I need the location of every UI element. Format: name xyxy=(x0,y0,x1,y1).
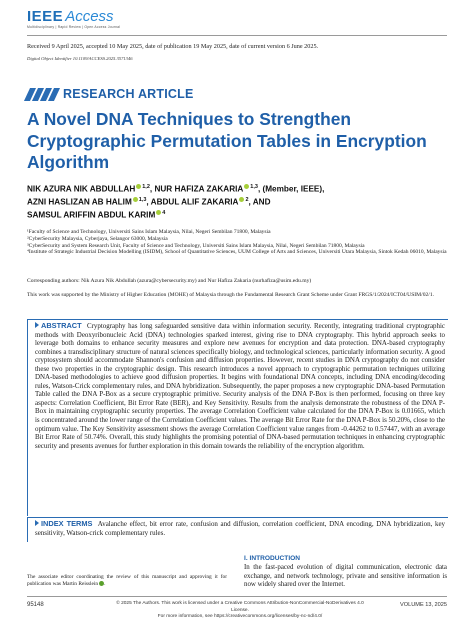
volume-label: VOLUME 13, 2025 xyxy=(400,602,447,608)
index-terms-heading: INDEX TERMS xyxy=(41,519,93,528)
logo-main: IEEE xyxy=(27,8,64,25)
orcid-icon[interactable] xyxy=(239,197,244,202)
affiliation-item: ³CyberSecurity and System Research Unit, Faculty of Science and Technology, Universiti Sains Islam Malaysia, Nilai, Negeri Sembilan 71800, Malaysia xyxy=(27,242,365,249)
article-type-label: RESEARCH ARTICLE xyxy=(63,87,194,101)
orcid-icon[interactable] xyxy=(133,197,138,202)
orcid-icon[interactable] xyxy=(244,184,249,189)
paper-title: A Novel DNA Techniques to Strengthen Cryptographic Permutation Tables in Encryption Algorithm xyxy=(27,109,427,172)
introduction-body: In the fast-paced evolution of digital communication, electronic data exchange, and network technology, private and sensitive information is now widely shared over the Internet. xyxy=(244,564,447,588)
author-line-1: NIK AZURA NIK ABDULLAH $^{1,2}$, NUR HAFIZA ZAKARIA $^{1,3}$, (Member, IEEE), xyxy=(27,184,325,194)
doi-line[interactable]: Digital Object Identifier 10.1109/ACCESS.2025.3571346 xyxy=(27,56,133,61)
abstract-body: Cryptography has long safeguarded sensitive data within information security. Recently, integrating traditional cryptographic methods with Deoxyribonucleic Acid (DNA) technologies sparked interest, giving rise to DNA cryptography. This hybrid approach seeks to leverage both domains to enhance security measures and explore new avenues for encryption and data protection. DNA-based cryptography combines a transdisciplinary structure of natural sciences specifically biology, and technological sciences, particularly information security. A good cryptosystem should accommodate Shannon's confusion and diffusion properties. However, recent studies in DNA cryptography do not consider these two properties in the cryptographic design. This research introduces a novel approach to cryptographic permutation techniques utilizing DNA-based methodologies to achieve good diffusion properties. It begins with foundational DNA concepts, including DNA encoding/decoding rules, Watson-Crick complementary rules, and DNA hybridization. Subsequently, the paper proposes a new cryptographic DNA-based Permutation Table called the DNA P-Box as a secure cryptographic primitive. Security analysis of the DNA P-Box is then performed, focusing on three key aspects: Correlation Coefficient, Bit Error Rate (BER), and Key Sensitivity. Results from the analysis demonstrate the robustness of the DNA P-Box in maintaining cryptographic security properties. The average Correlation Coefficient value calculated for the DNA P-Box is 0.01665, which is concentrated around the lower range of the Correlation Coefficient values. The average Bit Error Rate for the DNA P-Box is 50.20%, close to the optimum value. The Key Sensitivity assessment shows the average Correlation Coefficient value ranges from -0.44262 to 0.57447, with an average Bit Error Rate of 50.74%. Overall, this study highlights the promising potential of DNA-based permutation techniques in enhancing cryptographic security and presents avenues for further exploration in this domain towards the reliability of the encryption algorithm. xyxy=(35,322,445,450)
article-type-bar xyxy=(27,87,447,102)
logo-sub: Access xyxy=(65,8,114,25)
abstract-heading: ABSTRACT xyxy=(41,321,82,330)
triangle-bullet-icon xyxy=(35,520,39,526)
orcid-icon[interactable] xyxy=(156,210,161,215)
received-dates: Received 9 April 2025, accepted 10 May 2025, date of publication 19 May 2025, date of current version 6 June 2025. xyxy=(27,43,319,50)
ieee-access-logo xyxy=(27,8,120,29)
logo-tagline: Multidisciplinary | Rapid Review | Open Access Journal xyxy=(27,25,121,29)
corresponding-authors: Corresponding authors: Nik Azura Nik Abdullah (azura@cybersecurity.my) and Nur Hafiza Zakaria (nurhafiza@usim.edu.my) xyxy=(27,278,312,284)
author-line-3: SAMSUL ARIFFIN ABDUL KARIM $^4$ xyxy=(27,210,166,220)
triangle-bullet-icon xyxy=(35,322,39,328)
abstract xyxy=(35,322,445,450)
license-link[interactable]: For more information, see https://creativecommons.org/licenses/by-nc-nd/4.0/ xyxy=(157,614,323,620)
license-line: © 2025 The Authors. This work is licensed under a Creative Commons Attribution-NonCommercial-NoDerivatives 4.0 License. xyxy=(116,601,364,613)
editor-note: The associate editor coordinating the review of this manuscript and approving it for publication was Martin Reisslein . xyxy=(27,574,227,588)
funding-statement: This work was supported by the Ministry of Higher Education (MOHE) of Malaysia through the Fundamental Research Grant Scheme under Grant FRGS/1/2024/ICT04/USIM/02/1. xyxy=(27,292,435,298)
affiliation-item: ⁴Institute of Strategic Industrial Decision Modelling (ISIDM), School of Quantitative Sciences, UUM College of Arts and Sciences, Universiti Utara Malaysia, Sintok Kedah 06010, Malaysia xyxy=(27,249,447,256)
author-line-2: AZNI HASLIZAN AB HALIM $^{1,3}$, ABDUL ALIF ZAKARIA $^2$, AND xyxy=(27,197,271,207)
chevron-arrows-icon xyxy=(27,88,57,101)
orcid-icon[interactable] xyxy=(136,184,141,189)
author-list xyxy=(27,182,447,221)
affiliation-item: ¹Faculty of Science and Technology, Universiti Sains Islam Malaysia, Nilai, Negeri Sembilan 71800, Malaysia xyxy=(27,229,271,235)
index-terms-body: Avalanche effect, bit error rate, confusion and diffusion, correlation coefficient, DNA encoding, DNA hybridization, key sensitivity, Watson-crick complementary rules. xyxy=(35,520,445,537)
license-notice xyxy=(110,601,370,621)
introduction-heading: I. INTRODUCTION xyxy=(244,555,301,562)
page-number: 95148 xyxy=(27,602,44,608)
crossmark-leaf-icon[interactable] xyxy=(99,581,104,586)
index-terms xyxy=(35,520,445,537)
header-divider xyxy=(27,35,447,36)
affiliations xyxy=(27,229,447,256)
footer-divider xyxy=(27,596,447,597)
affiliation-item: ²CyberSecurity Malaysia, Cyberjaya, Selangor 63000, Malaysia xyxy=(27,235,168,242)
